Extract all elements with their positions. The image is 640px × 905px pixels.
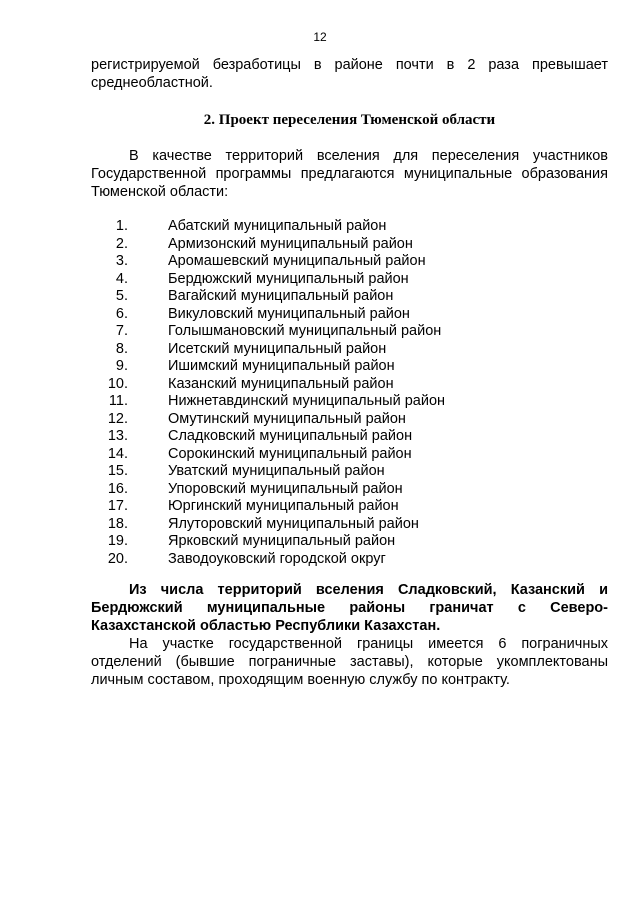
list-item-name: Викуловский муниципальный район bbox=[168, 305, 410, 322]
territory-list-item bbox=[91, 218, 608, 236]
territory-list-item bbox=[91, 341, 608, 359]
list-item-name: Аромашевский муниципальный район bbox=[168, 253, 426, 269]
paragraph-territories-intro: В качестве территорий вселения для переселения участников Государственной программы предлагаются муниципальные образования Тюменской области: bbox=[91, 148, 608, 200]
list-item-number: 18. bbox=[107, 515, 128, 532]
list-item-number: 8. bbox=[115, 340, 128, 357]
list-item-name: Сладковский муниципальный район bbox=[168, 428, 413, 444]
list-item-name: Ярковский муниципальный район bbox=[168, 533, 396, 549]
territory-list-item bbox=[91, 463, 608, 481]
territory-list-item bbox=[91, 411, 608, 429]
list-item-number: 19. bbox=[107, 533, 128, 549]
list-item-name: Нижнетавдинский муниципальный район bbox=[168, 393, 446, 409]
territory-list-item bbox=[91, 358, 608, 376]
territory-list-item bbox=[91, 306, 608, 324]
list-item-name: Сорокинский муниципальный район bbox=[168, 445, 412, 462]
list-item-name: Армизонский муниципальный район bbox=[168, 235, 413, 252]
territory-list-item bbox=[91, 253, 608, 271]
list-item-number: 5. bbox=[115, 288, 128, 304]
list-item-number: 1. bbox=[115, 218, 128, 234]
list-item-number: 3. bbox=[115, 253, 128, 269]
territory-list-item bbox=[91, 288, 608, 306]
list-item-number: 4. bbox=[115, 270, 128, 287]
list-item-name: Голышмановский муниципальный район bbox=[168, 323, 442, 339]
border-posts-paragraph: На участке государственной границы имеется 6 пограничных отделений (бывшие пограничные заставы), которые укомплектованы личным составом, проходящим военную службу по контракту. bbox=[91, 636, 608, 688]
list-item-name: Абатский муниципальный район bbox=[168, 218, 387, 234]
list-item-name: Ялуторовский муниципальный район bbox=[168, 515, 419, 532]
list-item-name: Ишимский муниципальный район bbox=[168, 358, 395, 374]
intro-paragraph-line-2: среднеобластной. bbox=[91, 75, 213, 91]
territory-list-item bbox=[91, 393, 608, 411]
list-item-number: 7. bbox=[115, 323, 128, 339]
list-item-name: Омутинский муниципальный район bbox=[168, 410, 406, 427]
list-item-name: Заводоуковский городской округ bbox=[168, 550, 386, 567]
territory-list-item bbox=[91, 428, 608, 446]
list-item-number: 14. bbox=[107, 445, 128, 462]
list-item-number: 6. bbox=[115, 305, 128, 322]
territory-list-item bbox=[91, 446, 608, 464]
border-paragraph: Из числа территорий вселения Сладковский, Казанский и Бердюжский муниципальные районы граничат с Северо-Казахстанской областью Республики Казахстан. bbox=[91, 582, 608, 634]
territory-list bbox=[91, 218, 608, 568]
list-item-number: 9. bbox=[115, 358, 128, 374]
list-item-name: Казанский муниципальный район bbox=[168, 375, 394, 392]
list-item-name: Исетский муниципальный район bbox=[168, 340, 387, 357]
list-item-name: Упоровский муниципальный район bbox=[168, 480, 403, 497]
page-number: 12 bbox=[313, 30, 327, 44]
list-item-number: 12. bbox=[107, 410, 128, 427]
list-item-number: 17. bbox=[107, 498, 128, 514]
territory-list-item bbox=[91, 551, 608, 569]
list-item-number: 16. bbox=[107, 480, 128, 497]
section-heading: 2. Проект переселения Тюменской области bbox=[203, 112, 496, 128]
list-item-number: 2. bbox=[115, 235, 128, 252]
list-item-name: Вагайский муниципальный район bbox=[168, 288, 394, 304]
intro-paragraph-line-1: регистрируемой безработицы в районе почти в 2 раза превышает bbox=[91, 57, 608, 73]
territory-list-item bbox=[91, 481, 608, 499]
territory-list-item bbox=[91, 516, 608, 534]
list-item-name: Уватский муниципальный район bbox=[168, 463, 385, 479]
list-item-number: 20. bbox=[107, 550, 128, 567]
territory-list-item bbox=[91, 533, 608, 551]
territory-list-item bbox=[91, 498, 608, 516]
list-item-number: 13. bbox=[107, 428, 128, 444]
list-item-name: Бердюжский муниципальный район bbox=[168, 270, 409, 287]
list-item-number: 10. bbox=[107, 375, 128, 392]
territory-list-item bbox=[91, 271, 608, 289]
list-item-number: 15. bbox=[107, 463, 128, 479]
territory-list-item bbox=[91, 376, 608, 394]
document-body bbox=[91, 56, 608, 689]
territory-list-item bbox=[91, 323, 608, 341]
territory-list-item bbox=[91, 236, 608, 254]
list-item-name: Юргинский муниципальный район bbox=[168, 498, 399, 514]
list-item-number: 11. bbox=[108, 393, 128, 409]
